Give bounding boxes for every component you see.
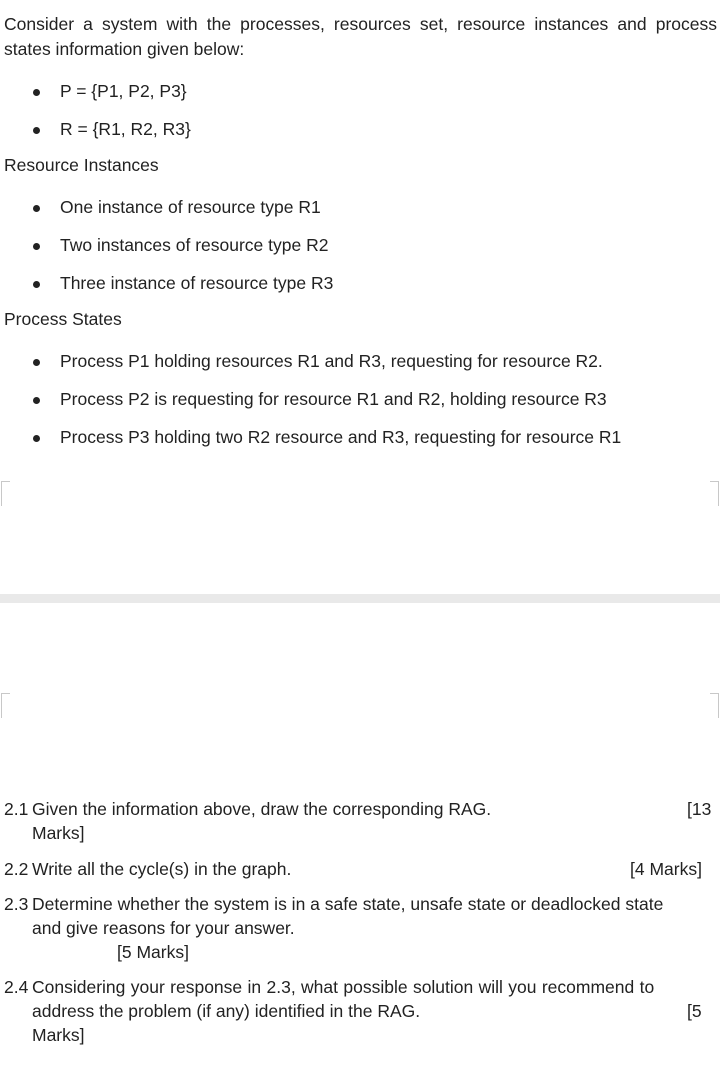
bullet-icon	[33, 127, 40, 134]
bullet-icon	[33, 435, 40, 442]
question-2-2	[0, 857, 720, 881]
question-marks: [4 Marks]	[630, 859, 702, 879]
bullet-icon	[33, 205, 40, 212]
question-2-1	[0, 797, 720, 847]
question-text: Determine whether the system is in a safe state, unsafe state or deadlocked state and give reasons for your answer.	[32, 894, 664, 938]
question-text: Write all the cycle(s) in the graph.	[32, 859, 292, 879]
page-margin-corner-mark	[1, 481, 10, 506]
process-state-item: Process P3 holding two R2 resource and R3, requesting for resource R1	[60, 427, 622, 447]
question-marks: [5	[687, 1001, 702, 1021]
question-text: Given the information above, draw the corresponding RAG.	[32, 799, 492, 819]
question-number: 2.1	[4, 799, 29, 819]
process-state-item: Process P1 holding resources R1 and R3, requesting for resource R2.	[60, 351, 603, 371]
question-number: 2.4	[4, 977, 29, 997]
page-margin-corner-mark	[710, 693, 719, 718]
page-margin-corner-mark	[710, 481, 719, 506]
resource-instances-heading: Resource Instances	[4, 155, 159, 175]
question-marks: [13	[687, 799, 712, 819]
intro-paragraph: Consider a system with the processes, resources set, resource instances and process states information given below:	[4, 14, 717, 59]
bullet-icon	[33, 281, 40, 288]
question-2-4	[0, 975, 720, 1049]
bullet-icon	[33, 89, 40, 96]
process-state-item: Process P2 is requesting for resource R1 and R2, holding resource R3	[60, 389, 607, 409]
resource-instance-item: Three instance of resource type R3	[60, 273, 334, 293]
resource-instance-item: Two instances of resource type R2	[60, 235, 329, 255]
question-marks: [5 Marks]	[117, 942, 189, 962]
question-marks-continued: Marks]	[32, 823, 85, 843]
question-number: 2.2	[4, 859, 29, 879]
bullet-icon	[33, 359, 40, 366]
question-number: 2.3	[4, 894, 29, 914]
set-p: P = {P1, P2, P3}	[60, 81, 187, 101]
question-text: Considering your response in 2.3, what possible solution will you recommend to	[32, 977, 655, 997]
page-margin-corner-mark	[1, 693, 10, 718]
resource-instance-item: One instance of resource type R1	[60, 197, 321, 217]
bullet-icon	[33, 397, 40, 404]
question-text-continued: address the problem (if any) identified in the RAG.	[32, 1001, 421, 1021]
bullet-icon	[33, 243, 40, 250]
question-marks-continued: Marks]	[32, 1025, 85, 1045]
page-separator	[0, 594, 720, 603]
question-2-3	[0, 892, 720, 966]
process-states-heading: Process States	[4, 309, 122, 329]
set-r: R = {R1, R2, R3}	[60, 119, 191, 139]
